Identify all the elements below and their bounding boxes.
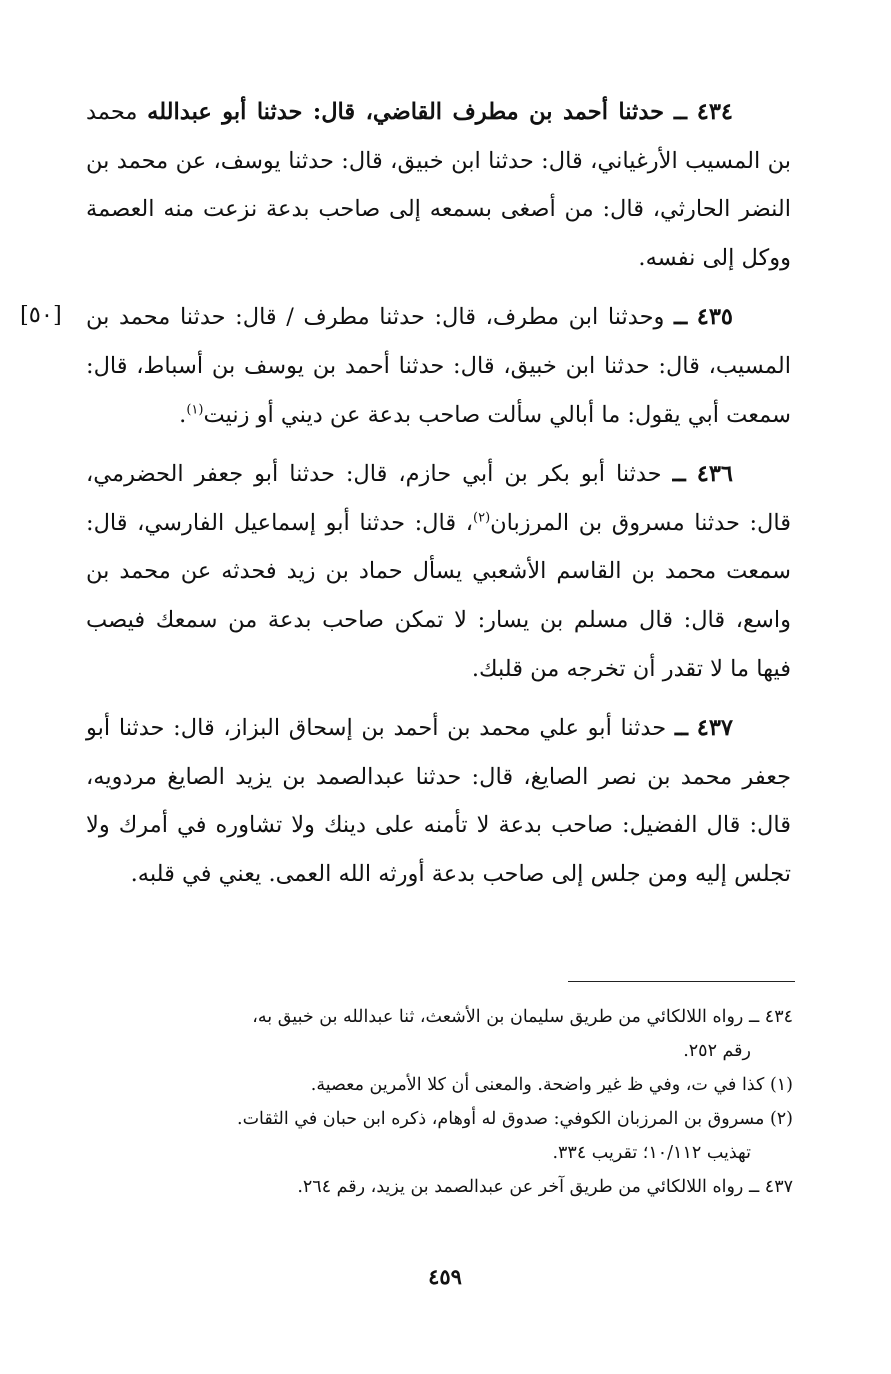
hadith-435	[86, 293, 791, 439]
hadith-dash: ــ	[674, 715, 689, 742]
hadith-lead-text: حدثنا أحمد بن مطرف القاضي، قال: حدثنا أبو عبدالله	[147, 99, 665, 125]
footnote-434-continuation: رقم ٢٥٢.	[683, 1041, 751, 1061]
hadith-text: حدثنا أبو علي محمد بن أحمد بن إسحاق البزاز، قال: حدثنا أبو جعفر محمد بن نصر الصايغ، قال: حدثنا عبدالصمد بن يزيد الصايغ مردويه، قال: قال الفضيل: صاحب بدعة لا تأمنه على دينك ولا تشاوره في أمرك ولا تجلس إليه ومن جلس إلى صاحب بدعة أورثه الله العمى. يعني في قلبه.	[86, 715, 791, 887]
hadith-text: محمد بن المسيب الأرغياني، قال: حدثنا ابن خبيق، قال: حدثنا يوسف، عن محمد بن النضر الحارثي، قال: من أصغى بسمعه إلى صاحب بدعة نزعت منه العصمة ووكل إلى نفسه.	[86, 99, 791, 271]
footnote-marker: (١)	[186, 402, 204, 418]
hadith-text-end: .	[179, 401, 187, 428]
hadith-number: ٤٣٦	[696, 461, 734, 488]
footnote-marker: (٢)	[473, 510, 491, 526]
footnote-label: ٤٣٤ ــ	[748, 1007, 793, 1027]
hadith-dash: ــ	[672, 461, 686, 488]
hadith-text-end: ، قال: حدثنا أبو إسماعيل الفارسي، قال: سمعت محمد بن القاسم الأشعبي يسأل حماد بن زيد فحدثه عن محمد بن واسع، قال: قال مسلم بن يسار: لا تمكن صاحب بدعة من سمعك فيصب فيها ما لا تقدر أن تخرجه من قلبك.	[86, 509, 791, 682]
footnote-434	[98, 1002, 793, 1033]
manuscript-folio-marker: [٥٠]	[20, 302, 62, 328]
footnote-separator	[568, 981, 795, 982]
hadith-number: ٤٣٥	[696, 304, 734, 331]
main-text-body	[86, 88, 791, 910]
hadith-dash: ــ	[673, 99, 687, 125]
hadith-text: وحدثنا ابن مطرف، قال: حدثنا مطرف / قال: حدثنا محمد بن المسيب، قال: حدثنا ابن خبيق، قال: حدثنا أحمد بن يوسف بن أسباط، قال: سمعت أبي يقول: ما أبالي سألت صاحب بدعة عن ديني أو زنيت	[86, 304, 791, 428]
hadith-number: ٤٣٧	[696, 715, 733, 742]
hadith-437	[86, 704, 791, 898]
page-number: ٤٥٩	[428, 1264, 462, 1289]
footnote-text: رواه اللالكائي من طريق سليمان بن الأشعث، ثنا عبدالله بن خبيق به،	[252, 1007, 744, 1027]
hadith-number: ٤٣٤	[696, 99, 734, 125]
footnote-label: (٢)	[769, 1109, 793, 1129]
footnote-text: كذا في ت، وفي ظ غير واضحة. والمعنى أن كلا الأمرين معصية.	[310, 1075, 765, 1095]
footnote-text: رواه اللالكائي من طريق آخر عن عبدالصمد بن يزيد، رقم ٢٦٤.	[297, 1177, 744, 1197]
footnote-1	[98, 1070, 793, 1101]
footnote-2	[98, 1104, 793, 1135]
footnote-text: مسروق بن المرزبان الكوفي: صدوق له أوهام، ذكره ابن حبان في الثقات.	[237, 1109, 765, 1129]
footnote-label: (١)	[769, 1075, 793, 1095]
hadith-434	[86, 88, 791, 282]
hadith-436	[86, 450, 791, 693]
footnote-label: ٤٣٧ ــ	[748, 1177, 793, 1197]
footnotes-section	[98, 1002, 793, 1206]
hadith-text: حدثنا أبو بكر بن أبي حازم، قال: حدثنا أبو جعفر الحضرمي، قال: حدثنا مسروق بن المرزبان	[86, 461, 791, 536]
hadith-dash: ــ	[673, 304, 688, 331]
footnote-437	[98, 1172, 793, 1203]
footnote-2-continuation: تهذيب ١٠/١١٢؛ تقريب ٣٣٤.	[552, 1143, 751, 1163]
